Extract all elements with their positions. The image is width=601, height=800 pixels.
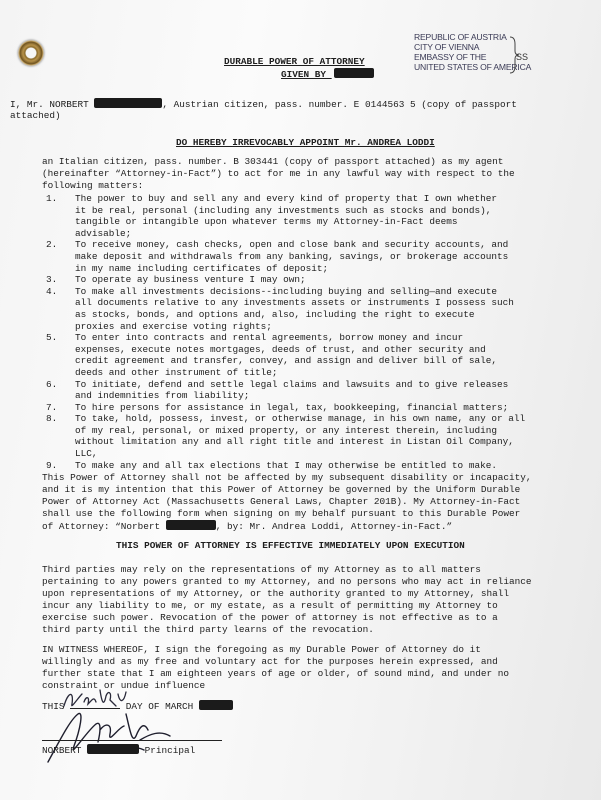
effective-heading: THIS POWER OF ATTORNEY IS EFFECTIVE IMMEDIATELY UPON EXECUTION bbox=[116, 540, 465, 551]
matter-text bbox=[75, 413, 601, 459]
matter-line: as stocks, bonds, and options and, also, including the right to execute bbox=[75, 308, 475, 320]
matter-line: To hire persons for assistance in legal, tax, bookkeeping, financial matters; bbox=[75, 401, 509, 413]
matter-item bbox=[46, 193, 601, 239]
stamp-line: REPUBLIC OF AUSTRIA bbox=[414, 32, 507, 42]
redaction-bar bbox=[199, 700, 233, 710]
matter-line: in my name including certificates of deposit; bbox=[75, 262, 329, 274]
matter-line: deeds and other instrument of title; bbox=[75, 366, 278, 378]
matter-number: 2. bbox=[46, 239, 58, 251]
matter-item bbox=[46, 460, 601, 472]
redaction-bar bbox=[87, 744, 139, 754]
given-by-label: GIVEN BY bbox=[281, 69, 327, 80]
third-parties-line: exercise such power. Revocation of the power of attorney is not effective as to a bbox=[42, 612, 498, 623]
witness-line: IN WITNESS WHEREOF, I sign the foregoing as my Durable Power of Attorney do it bbox=[42, 644, 481, 655]
agent-line: following matters: bbox=[42, 180, 144, 191]
matter-line: without limitation any and all right title and interest in Listan Oil Company, bbox=[75, 436, 514, 448]
matter-text bbox=[75, 239, 601, 274]
signature-rule bbox=[42, 740, 222, 741]
document-title: DURABLE POWER OF ATTORNEY bbox=[224, 56, 365, 67]
matter-line: credit agreement and transfer, convey, and assign and deliver bill of sale, bbox=[75, 355, 497, 367]
matter-line: expenses, execute notes mortgages, deeds of trust, and other security and bbox=[75, 343, 486, 355]
durable-line: Power of Attorney Act (Massachusetts General Laws, Chapter 201B). My Attorney-in-Fact bbox=[42, 496, 521, 507]
matter-line: make deposit and withdrawals from any banking, savings, or brokerage accounts bbox=[75, 250, 509, 262]
matter-text bbox=[75, 193, 601, 239]
matter-line: of my real, personal, or mixed property, or any interest therein, including bbox=[75, 424, 497, 436]
matter-item bbox=[46, 239, 601, 274]
matter-line: To initiate, defend and settle legal claims and lawsuits and to give releases bbox=[75, 378, 509, 390]
document-subtitle bbox=[224, 68, 374, 81]
matter-line: it be real, personal (including any investments such as stocks and bonds), bbox=[75, 204, 492, 216]
matter-line: all documents relative to any investments assets or instruments I possess such bbox=[75, 297, 514, 309]
matters-list bbox=[46, 193, 601, 471]
matter-number: 1. bbox=[46, 193, 58, 204]
matter-number: 3. bbox=[46, 274, 58, 286]
principal-label: Principal bbox=[144, 745, 196, 756]
matter-line: and indemnities from liability; bbox=[75, 390, 250, 402]
matter-number: 9. bbox=[46, 459, 58, 471]
signer-label: NORBERT bbox=[42, 745, 82, 756]
matter-line: To operate ay business venture I may own; bbox=[75, 274, 306, 286]
matter-line: LLC, bbox=[75, 448, 98, 460]
matter-number: 7. bbox=[46, 401, 58, 413]
matter-line: To take, hold, possess, invest, or otherwise manage, in his own name, any or all bbox=[75, 413, 526, 425]
stamp-line: CITY OF VIENNA bbox=[414, 42, 480, 52]
intro-line bbox=[10, 98, 517, 111]
matter-number: 8. bbox=[46, 413, 58, 425]
durable-line: This Power of Attorney shall not be affected by my subsequent disability or incapacity, bbox=[42, 472, 532, 483]
signature-scribble bbox=[40, 700, 180, 770]
third-parties-line: pertaining to any powers granted to my Attorney, and no persons who may act in reliance bbox=[42, 576, 532, 587]
this-label: THIS bbox=[42, 701, 65, 712]
matter-line: The power to buy and sell any and every kind of property that I own whether bbox=[75, 193, 497, 204]
third-parties-line: third party until the third party learns of the revocation. bbox=[42, 624, 374, 635]
matter-text bbox=[75, 286, 601, 332]
durable-last-prefix: of Attorney: “Norbert bbox=[42, 521, 161, 532]
matter-item bbox=[46, 413, 601, 459]
third-parties-line: incur any liability to me, or my estate, as a result of permitting my Attorney to bbox=[42, 600, 498, 611]
day-of-march-label: DAY OF MARCH bbox=[125, 701, 194, 712]
intro-line-2: attached) bbox=[10, 110, 61, 121]
redaction-bar bbox=[334, 68, 374, 78]
matter-number: 6. bbox=[46, 378, 58, 390]
binder-grommet bbox=[18, 40, 44, 66]
intro-name-prefix: I, Mr. NORBERT bbox=[10, 99, 89, 110]
agent-line: (hereinafter “Attorney-in-Fact”) to act for me in any lawful way with respect to the bbox=[42, 168, 515, 179]
matter-line: To make all investments decisions--including buying and selling—and execute bbox=[75, 285, 497, 297]
matter-text bbox=[75, 332, 601, 378]
matter-line: To make any and all tax elections that I may otherwise be entitled to make. bbox=[75, 459, 497, 471]
appoint-heading: DO HEREBY IRREVOCABLY APPOINT Mr. ANDREA LODDI bbox=[176, 137, 435, 148]
matter-line: To enter into contracts and rental agreements, borrow money and incur bbox=[75, 332, 464, 344]
matter-item bbox=[46, 332, 601, 378]
matter-item bbox=[46, 286, 601, 332]
matter-line: proxies and exercise voting rights; bbox=[75, 320, 272, 332]
matter-text bbox=[75, 460, 601, 472]
embassy-stamp bbox=[414, 32, 532, 72]
third-parties-line: upon representations of my Attorney, or the authority granted to my Attorney, shall bbox=[42, 588, 509, 599]
matter-line: To receive money, cash checks, open and close bank and security accounts, and bbox=[75, 239, 509, 251]
intro-after-name: , Austrian citizen, pass. number. E 0144563 5 (copy of passport bbox=[162, 99, 517, 110]
witness-line: willingly and as my free and voluntary act for the purposes herein expressed, and bbox=[42, 656, 498, 667]
matter-item bbox=[46, 402, 601, 414]
matter-item bbox=[46, 379, 601, 402]
matter-text bbox=[75, 402, 601, 414]
signer-line bbox=[42, 744, 195, 757]
matter-text bbox=[75, 379, 601, 402]
witness-line: further state that I am eighteen years of age or older, of sound mind, and under no bbox=[42, 668, 509, 679]
matter-number: 4. bbox=[46, 285, 58, 297]
matter-number: 5. bbox=[46, 332, 58, 344]
stamp-line: UNITED STATES OF AMERICA bbox=[414, 62, 532, 72]
durable-line: shall use the following form when signing on my behalf pursuant to this Durable Power bbox=[42, 508, 521, 519]
third-parties-line: Third parties may rely on the representations of my Attorney as to all matters bbox=[42, 564, 481, 575]
stamp-ss: SS bbox=[516, 52, 529, 62]
redaction-bar bbox=[166, 520, 216, 530]
matter-line: tangible or intangible upon whatever terms my Attorney-in-Fact deems bbox=[75, 216, 458, 228]
durable-last-suffix: , by: Mr. Andrea Loddi, Attorney-in-Fact.” bbox=[215, 521, 453, 532]
matter-text bbox=[75, 274, 601, 286]
stamp-line: EMBASSY OF THE bbox=[414, 52, 487, 62]
durable-line: and it is my intention that this Power of Attorney be governed by the Uniform Durable bbox=[42, 484, 521, 495]
durable-line-last bbox=[42, 520, 452, 533]
redaction-bar bbox=[94, 98, 162, 108]
witness-line: constraint or undue influence bbox=[42, 680, 206, 691]
matter-item bbox=[46, 274, 601, 286]
matter-line: advisable; bbox=[75, 227, 132, 239]
agent-line: an Italian citizen, pass. number. B 303441 (copy of passport attached) as my agent bbox=[42, 156, 504, 167]
